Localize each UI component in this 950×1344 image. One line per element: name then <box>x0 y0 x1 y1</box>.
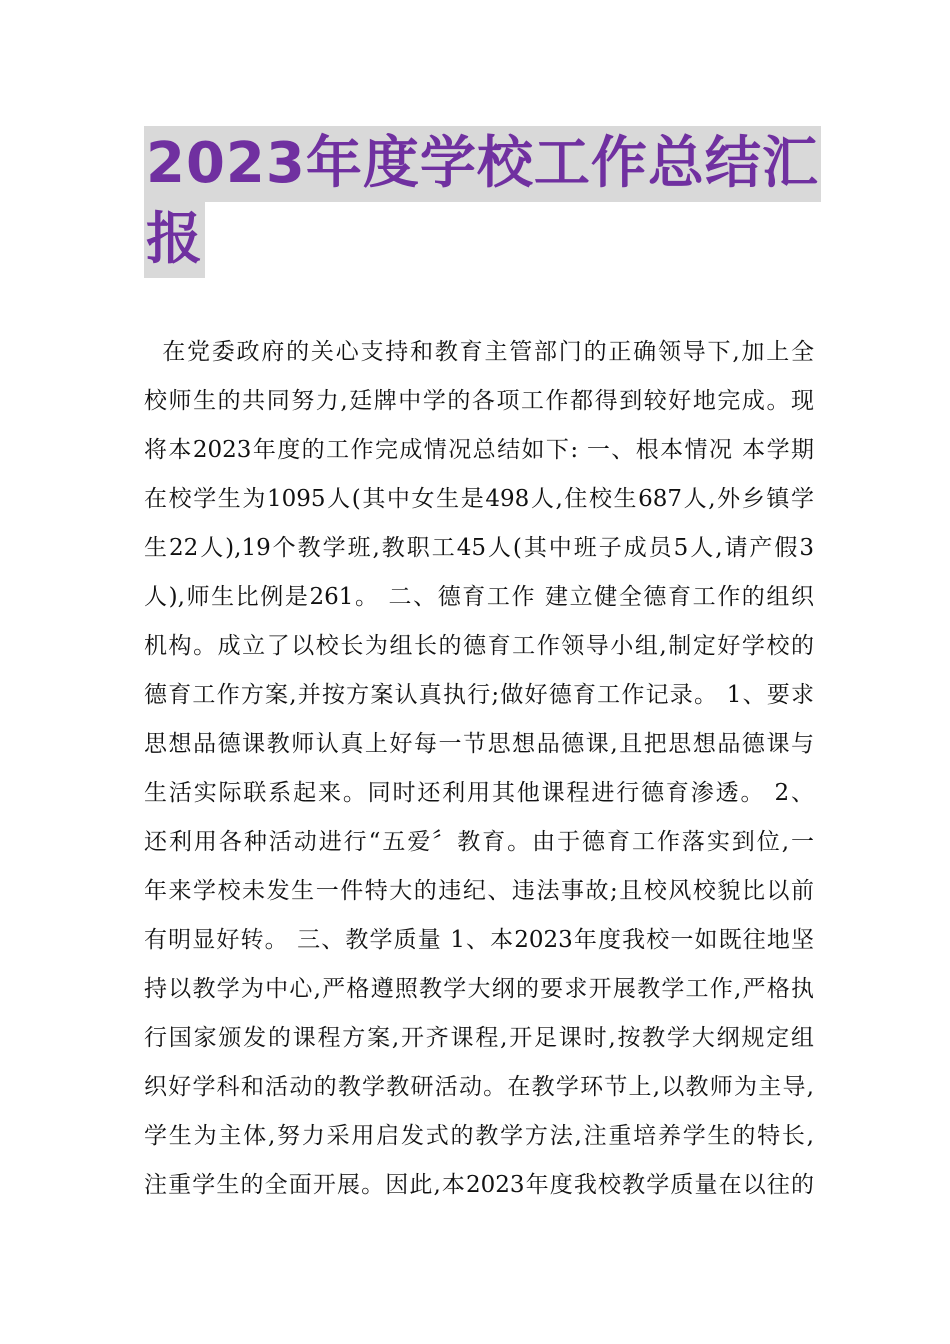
body-line: 思想品德课教师认真上好每一节思想品德课,且把思想品德课与 <box>144 731 814 757</box>
body-line: 德育工作方案,并按方案认真执行;做好德育工作记录。 1、要求 <box>144 682 814 708</box>
body-line: 年来学校未发生一件特大的违纪、违法事故;且校风校貌比以前 <box>144 878 814 904</box>
title-line-2: 报 <box>144 202 205 278</box>
document-body <box>144 328 814 1210</box>
body-line: 行国家颁发的课程方案,开齐课程,开足课时,按教学大纲规定组 <box>144 1025 814 1051</box>
body-line: 还利用各种活动进行“五爱〞教育。由于德育工作落实到位,一 <box>144 829 814 855</box>
body-line: 机构。成立了以校长为组长的德育工作领导小组,制定好学校的 <box>144 633 814 659</box>
body-line: 注重学生的全面开展。因此,本2023年度我校教学质量在以往的 <box>144 1172 814 1198</box>
body-line: 织好学科和活动的教学教研活动。在教学环节上,以教师为主导, <box>144 1074 814 1100</box>
body-line: 有明显好转。 三、教学质量 1、本2023年度我校一如既往地坚 <box>144 927 814 953</box>
body-line: 校师生的共同努力,廷牌中学的各项工作都得到较好地完成。现 <box>144 388 814 414</box>
body-line: 在校学生为1095人(其中女生是498人,住校生687人,外乡镇学 <box>144 486 814 512</box>
body-line: 生活实际联系起来。同时还利用其他课程进行德育渗透。 2、 <box>144 780 814 806</box>
body-line: 学生为主体,努力采用启发式的教学方法,注重培养学生的特长, <box>144 1123 814 1149</box>
body-line: 将本2023年度的工作完成情况总结如下: 一、根本情况 本学期 <box>144 437 814 463</box>
body-line: 生22人),19个教学班,教职工45人(其中班子成员5人,请产假3 <box>144 535 814 561</box>
document-title <box>144 126 819 278</box>
title-line-1: 2023年度学校工作总结汇 <box>144 126 821 202</box>
body-line: 持以教学为中心,严格遵照教学大纲的要求开展教学工作,严格执 <box>144 976 814 1002</box>
body-line: 人),师生比例是261。 二、德育工作 建立健全德育工作的组织 <box>144 584 814 610</box>
body-line: 在党委政府的关心支持和教育主管部门的正确领导下,加上全 <box>144 339 814 365</box>
